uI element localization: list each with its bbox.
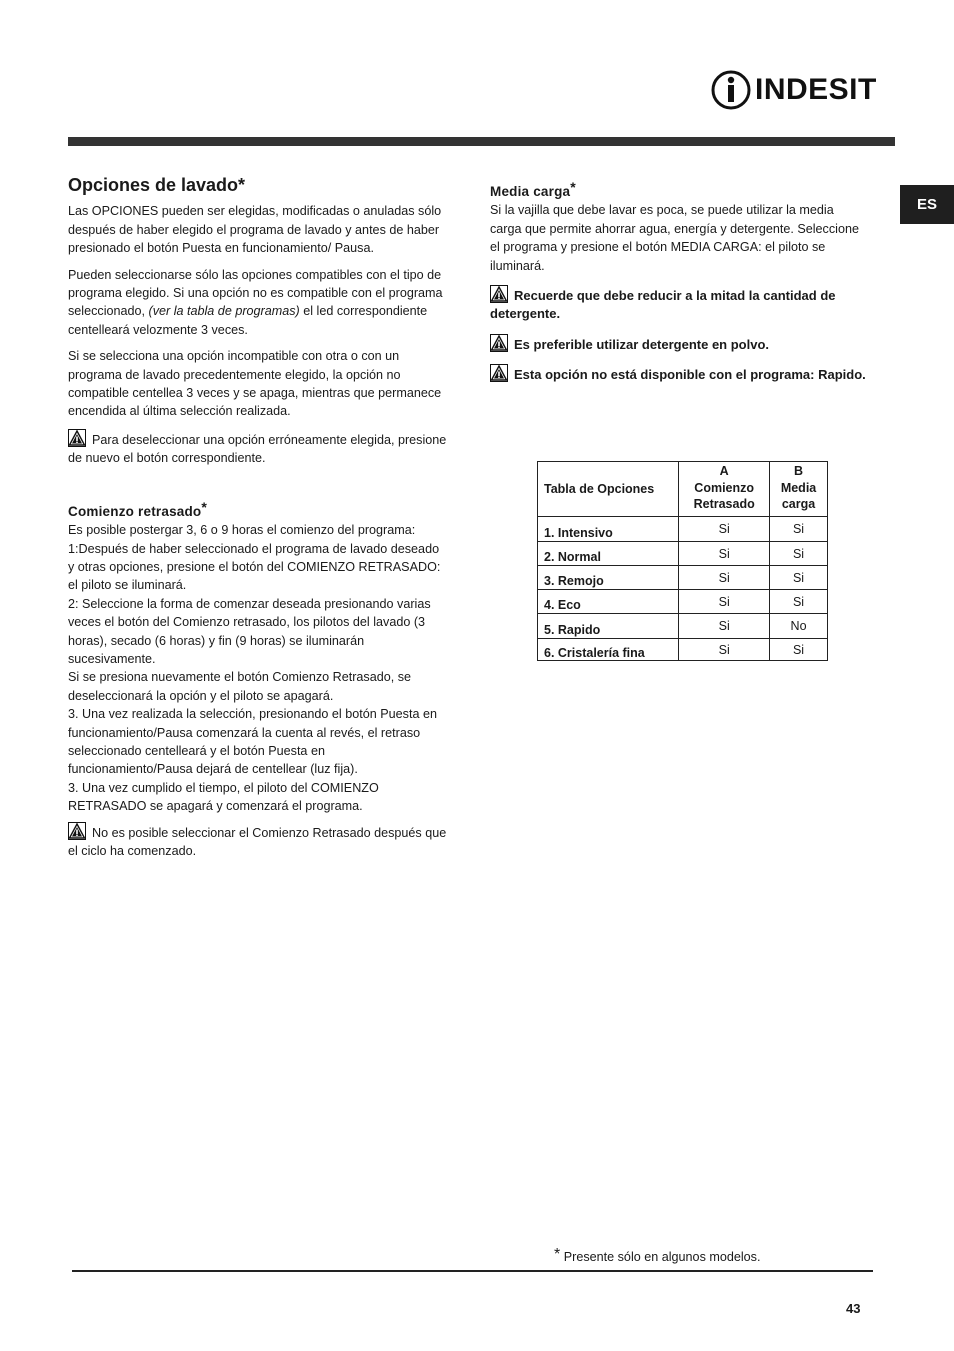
section-title: Opciones de lavado* xyxy=(68,175,246,195)
option-a-cell: Si xyxy=(679,542,770,566)
incompat-paragraph: Si se selecciona una opción incompatible con otra o con un programa de lavado precedentemente elegido, la opción no compatible centellea 3 veces y se apaga, mientras que permanece encendida al última selección realizada. xyxy=(68,349,442,419)
col-a-name: Comienzo Retrasado xyxy=(679,478,770,517)
footnote xyxy=(554,1246,760,1264)
warning-rapido xyxy=(490,364,868,384)
table-row xyxy=(538,542,828,566)
warning-deselect xyxy=(68,429,448,468)
option-a-cell: Si xyxy=(679,614,770,639)
program-cell: 6. Cristalería fina xyxy=(538,639,679,661)
comienzo-heading xyxy=(68,498,448,521)
brand-logo xyxy=(711,68,877,112)
media-carga-heading xyxy=(490,178,868,201)
option-a-cell: Si xyxy=(679,590,770,614)
footer-rule xyxy=(72,1270,873,1272)
compat-text-b: el led correspondiente centelleará velozmente 3 veces. xyxy=(68,304,428,337)
footnote-star: * xyxy=(554,1246,561,1263)
warning-icon xyxy=(490,334,508,352)
media-carga-text: Si la vajilla que debe lavar es poca, se puede utilizar la media carga que permite ahorrar agua, energía y detergente. Seleccione el programa y presione el botón MEDIA CARGA: el piloto se iluminará. xyxy=(490,203,859,273)
comienzo-line: 1:Después de haber seleccionado el programa de lavado deseado y otras opciones, presione el botón del COMIENZO RETRASADO: el piloto se iluminará. xyxy=(68,541,441,593)
warning-icon xyxy=(68,429,86,447)
compat-text-italic: (ver la tabla de programas) xyxy=(148,304,300,319)
table-header-label: Tabla de Opciones xyxy=(538,462,679,517)
warning-c-text: Esta opción no está disponible con el programa: Rapido. xyxy=(514,367,866,383)
brand-logo-text: INDESIT xyxy=(755,73,877,106)
option-b-cell: No xyxy=(770,614,828,639)
warning-detergente-polvo xyxy=(490,334,868,354)
comienzo-line: Es posible postergar 3, 6 o 9 horas el comienzo del programa: xyxy=(68,523,416,538)
program-cell: 2. Normal xyxy=(538,542,679,566)
warning-deselect-text: Para deseleccionar una opción erróneamente elegida, presione de nuevo el botón correspondiente. xyxy=(68,432,447,466)
table-row xyxy=(538,639,828,661)
table-row xyxy=(538,614,828,639)
comienzo-body xyxy=(68,521,448,816)
right-column xyxy=(490,178,868,393)
program-cell: 3. Remojo xyxy=(538,566,679,590)
asterisk: * xyxy=(201,498,208,515)
option-b-cell: Si xyxy=(770,639,828,661)
comienzo-title: Comienzo retrasado xyxy=(68,503,202,519)
warning-icon xyxy=(490,285,508,303)
option-a-cell: Si xyxy=(679,566,770,590)
warning-icon xyxy=(68,822,86,840)
table-header-letters xyxy=(538,462,828,479)
table-row xyxy=(538,566,828,590)
indesit-i-icon xyxy=(711,69,751,111)
header-rule xyxy=(68,137,895,146)
page-number: 43 xyxy=(846,1301,861,1316)
table-row xyxy=(538,517,828,542)
program-cell: 4. Eco xyxy=(538,590,679,614)
program-cell: 1. Intensivo xyxy=(538,517,679,542)
option-b-cell: Si xyxy=(770,542,828,566)
warning-a-text: Recuerde que debe reducir a la mitad la cantidad de detergente. xyxy=(490,288,836,322)
comienzo-line: 3. Una vez realizada la selección, presionando el botón Puesta en funcionamiento/Pausa comenzará la cuenta al revés, el retraso seleccionado centelleará y el botón Puesta en funcionamiento/Pausa dejará de centellear (luz fija). xyxy=(68,707,437,777)
footnote-text: Presente sólo en algunos modelos. xyxy=(563,1250,761,1264)
program-cell: 5. Rapido xyxy=(538,614,679,639)
media-carga-title: Media carga xyxy=(490,184,571,199)
asterisk: * xyxy=(570,179,576,195)
compat-paragraph xyxy=(68,266,448,340)
table-row xyxy=(538,590,828,614)
col-b-letter: B xyxy=(770,462,828,479)
compat-text-a: Pueden seleccionarse sólo las opciones compatibles con el tipo de programa elegido. Si una opción no es compatible con el programa seleccionado, xyxy=(68,267,443,319)
col-b-name: Media carga xyxy=(770,478,828,517)
option-b-cell: Si xyxy=(770,590,828,614)
option-b-cell: Si xyxy=(770,566,828,590)
intro-paragraph: Las OPCIONES pueden ser elegidas, modificadas o anuladas sólo después de haber elegido el programa de lavado y antes de haber presionado el botón Puesta en funcionamiento/ Pausa. xyxy=(68,204,442,256)
option-a-cell: Si xyxy=(679,639,770,661)
left-column xyxy=(68,176,448,868)
language-tab: ES xyxy=(900,185,954,224)
warning-comienzo-text: No es posible seleccionar el Comienzo Retrasado después que el ciclo ha comenzado. xyxy=(68,825,447,858)
comienzo-line: 2: Seleccione la forma de comenzar deseada presionando varias veces el botón del Comienzo retrasado, los pilotos del lavado (3 horas), secado (6 horas) y fin (9 horas) se iluminarán sucesivamente. xyxy=(68,596,431,666)
options-table xyxy=(537,461,828,661)
warning-detergente-mitad xyxy=(490,285,868,324)
comienzo-line: 3. Una vez cumplido el tiempo, el piloto del COMIENZO RETRASADO se apagará y comenzará el programa. xyxy=(68,780,379,814)
warning-icon xyxy=(490,364,508,382)
option-b-cell: Si xyxy=(770,517,828,542)
comienzo-line: Si se presiona nuevamente el botón Comienzo Retrasado, se deseleccionará la opción y el piloto se apagará. xyxy=(68,670,412,703)
option-a-cell: Si xyxy=(679,517,770,542)
warning-comienzo xyxy=(68,822,448,861)
col-a-letter: A xyxy=(679,462,770,479)
warning-b-text: Es preferible utilizar detergente en polvo. xyxy=(514,336,770,352)
